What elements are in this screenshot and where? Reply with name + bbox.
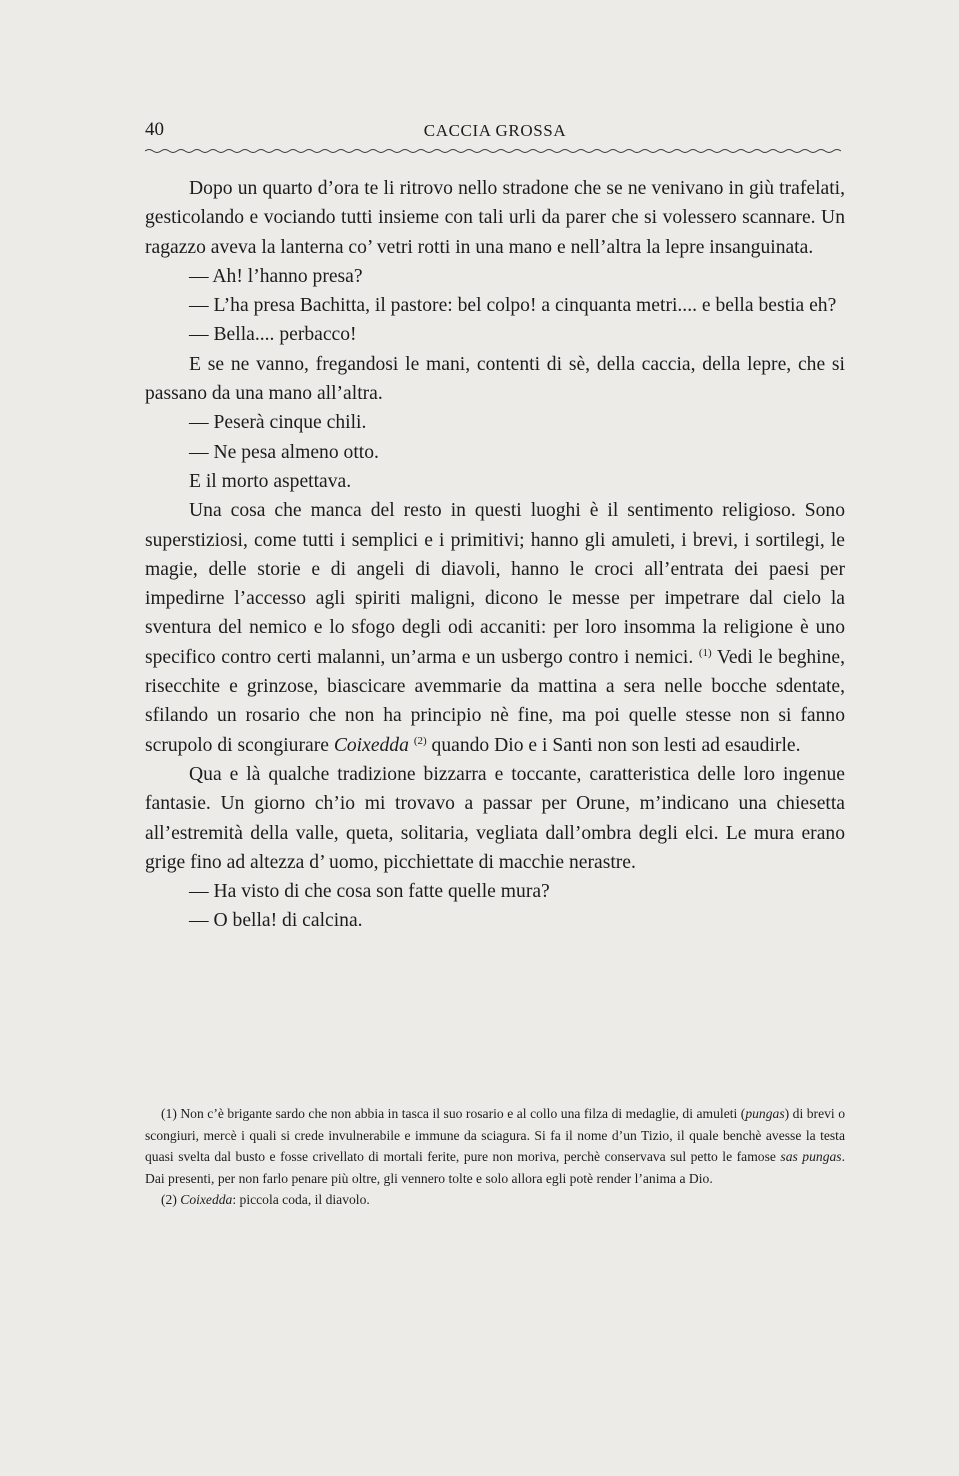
footnote-2: [145, 1189, 845, 1211]
page-number: 40: [145, 119, 164, 140]
footnotes: [145, 1103, 845, 1211]
dialogue-line: — Peserà cinque chili.: [189, 412, 367, 434]
text-run: ) di brevi o scongiuri, mercè i quali si crede invulnerabile e immune da sciagura. Si fa il nome d’un Tizio, il quale benchè avesse la testa quasi svelta dal busto e fosse crivellato di mortali ferite, pure non moriva, perchè conservava sul petto le famose: [145, 1106, 845, 1165]
dialogue-line: — Ah! l’hanno presa?: [189, 265, 363, 287]
paragraph: E il morto aspettava.: [189, 470, 352, 492]
italic-term: Coixedda: [180, 1192, 233, 1208]
text-run: Vedi le beghine, risecchite e grinzose, biascicare avemmarie da mattina a sera nelle bocche sdentate, sfilando un rosario che non ha principio nè fine, ma poi quelle stesse non si fanno scrupolo di scongiurare: [145, 646, 846, 756]
dialogue-line: — Ha visto di che cosa son fatte quelle mura?: [189, 881, 550, 903]
body-text: [145, 174, 845, 936]
footnote-ref-2: (2): [413, 734, 427, 747]
text-run: Una cosa che manca del resto in questi luoghi è il sentimento religioso. Sono superstiziosi, come tutti i semplici e i primitivi; hanno gli amuleti, i brevi, i sortilegi, le magie, delle storie e di angeli di diavoli, hanno le croci all’entrata dei paesi per impedirne l’accesso agli spiriti maligni, dicono le messe per impetrare dal cielo la sventura del nemico e lo sfogo degli odi accaniti: per loro insomma la religione è uno specifico contro certi malanni, un’arma e un usbergo contro i nemici.: [145, 500, 845, 668]
wavy-rule: [145, 148, 845, 154]
dialogue-line: — Ne pesa almeno otto.: [189, 441, 379, 463]
paragraph: Dopo un quarto d’ora te li ritrovo nello stradone che se ne venivano in giù trafelati, gesticolando e vociando tutti insieme con tali urli da parer che si volessero scannare. Un ragazzo aveva la lanterna co’ vetri rotti in una mano e nell’altra la lepre insanguinata.: [145, 178, 845, 258]
paragraph: E se ne vanno, fregandosi le mani, contenti di sè, della caccia, della lepre, che si passano da una mano all’altra.: [145, 353, 845, 405]
dialogue-line: — Bella.... perbacco!: [189, 324, 357, 346]
dialogue-line: — O bella! di calcina.: [189, 910, 363, 932]
text-run: (2): [161, 1192, 181, 1208]
text-run: . Dai presenti, per non farlo penare più oltre, gli vennero tolte e solo allora egli potè render l’anima a Dio.: [145, 1149, 845, 1186]
italic-term: Coixedda: [333, 734, 409, 756]
italic-term: sas pungas: [780, 1149, 842, 1165]
text-run: quando Dio e i Santi non son lesti ad esaudirle.: [426, 734, 801, 756]
paragraph: Qua e là qualche tradizione bizzarra e toccante, caratteristica delle loro ingenue fantasie. Un giorno ch’io mi trovavo a passar per Orune, m’indicano una chiesetta all’estremità della valle, queta, solitaria, vegliata dall’ombra degli elci. Le mura erano grige fino ad altezza d’ uomo, picchiettate di macchie nerastre.: [145, 763, 845, 873]
footnote-ref-1: (1): [698, 646, 712, 659]
running-title: CACCIA GROSSA: [423, 121, 567, 140]
footnote-1: [145, 1103, 845, 1189]
paragraph-religion: [145, 496, 845, 760]
page-header: [145, 119, 845, 143]
text-run: : piccola coda, il diavolo.: [232, 1192, 370, 1208]
dialogue-line: — L’ha presa Bachitta, il pastore: bel colpo! a cinquanta metri.... e bella bestia eh?: [189, 295, 837, 317]
italic-term: pungas: [745, 1106, 785, 1121]
text-run: (1) Non c’è brigante sardo che non abbia in tasca il suo rosario e al collo una filza di medaglie, di amuleti (: [161, 1106, 746, 1121]
